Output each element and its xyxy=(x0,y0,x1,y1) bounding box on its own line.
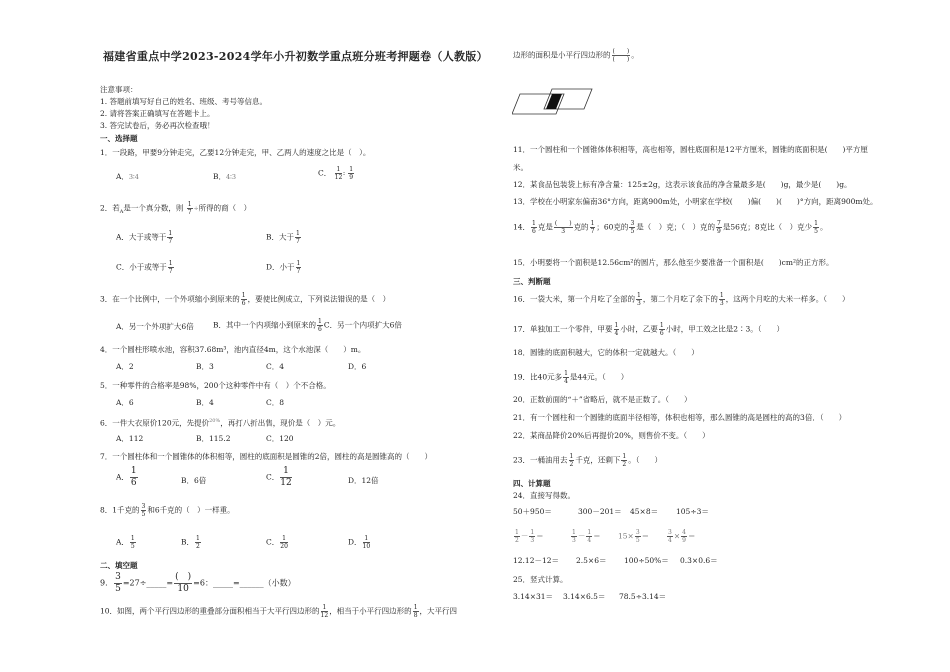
fraction: $\frac{1}{3}$ xyxy=(530,529,535,544)
fraction: $\frac{3}{5}$ xyxy=(630,220,635,235)
section-heading: 一、选择题 xyxy=(100,134,138,143)
option-d: D．6 xyxy=(348,362,367,371)
fraction: $\frac{1}{3}$ xyxy=(719,292,724,307)
overlap-region xyxy=(546,94,562,109)
option-b: B． $\frac{1}{2}$ xyxy=(181,535,200,550)
fraction: $\frac{3}{5}$ xyxy=(141,503,146,518)
notice-item: 2. 请将答案正确填写在答题卡上。 xyxy=(100,109,215,118)
option-b: B．大于 $\frac{1}{7}$ xyxy=(266,230,300,245)
option-a: A．112 xyxy=(116,434,144,443)
option-c: C． $\frac{1}{12}$ xyxy=(266,466,292,488)
question-19: 19．比40元多 $\frac{1}{4}$ 是44元。（ ） xyxy=(513,370,629,385)
fraction: $\frac{1}{9}$ xyxy=(349,166,354,181)
right-column xyxy=(500,0,950,672)
section-heading: 三、判断题 xyxy=(513,277,551,286)
option-d: D．12倍 xyxy=(348,476,379,485)
option-b: B．4 xyxy=(196,398,214,407)
question-13: 13．学校在小明家东偏南36°方向，距离900m处，小明家在学校( )偏( )( )°方向，距离900m处。 xyxy=(513,197,878,206)
question-14: 14． $\frac{1}{6}$ 克是 $\frac{( )}{3}$ 克的 $\frac{1}{7}$ ；60克的 $\frac{3}{5}$ 是（ ）克；（ ）克的 $\frac{7}{9}$ 是56克；8克比（ ）克少 $\frac{1}{5}$ 。 xyxy=(513,220,828,235)
fraction: $\frac{1}{6}$ xyxy=(130,466,137,488)
question-21: 21．有一个圆柱和一个圆锥的底面半径相等，体积也相等，那么圆锥的高是圆柱的高的3倍．（ ） xyxy=(513,413,847,422)
fraction: $\frac{( )}{10}$ xyxy=(175,572,192,594)
calc-item: $\frac{1}{2}$ － $\frac{1}{3}$ ＝ xyxy=(515,529,544,544)
fraction: $\frac{( )}{( )}$ xyxy=(612,48,630,63)
question-15: 15．小明要将一个面积是12.56cm²的圆片，那么他至少要准备一个面积是( )cm²的正方形。 xyxy=(513,258,834,267)
question-1: 1．一段路，甲要9分钟走完，乙要12分钟走完，甲、乙两人的速度之比是（ ）。 xyxy=(100,148,371,157)
calc-item: 45×8＝ xyxy=(630,507,659,516)
option-a: A．另一个外项扩大6倍 xyxy=(116,322,194,331)
fraction: $\frac{1}{2}$ xyxy=(622,453,627,468)
question-10-cont: 边形的面积是小平行四边形的 $\frac{( )}{( )}$ 。 xyxy=(513,48,639,63)
notice-heading: 注意事项： xyxy=(100,85,138,94)
fraction: $\frac{3}{4}$ xyxy=(668,529,672,544)
option-b: B．4∶3 xyxy=(213,172,236,181)
fraction: $\frac{1}{5}$ xyxy=(130,535,135,550)
option-c: C．小于或等于 $\frac{1}{7}$ xyxy=(116,260,173,275)
fraction: $\frac{1}{6}$ xyxy=(318,318,322,333)
fraction: $\frac{1}{7}$ xyxy=(296,260,301,275)
fraction: $\frac{1}{2}$ xyxy=(515,529,519,544)
fraction: $\frac{1}{12}$ xyxy=(280,466,292,488)
fraction: $\frac{1}{12}$ xyxy=(334,166,343,181)
option-c: C．8 xyxy=(266,398,285,407)
section-heading: 二、填空题 xyxy=(100,561,138,570)
parallelogram-figure xyxy=(512,88,594,118)
fraction: $\frac{1}{2}$ xyxy=(569,453,574,468)
option-c: C． $\frac{1}{20}$ xyxy=(266,535,288,550)
option-d: D．小于 $\frac{1}{7}$ xyxy=(266,260,301,275)
fraction: $\frac{7}{9}$ xyxy=(717,220,721,235)
question-17: 17．单独加工一个零件，甲要 $\frac{1}{4}$ 小时，乙要 $\frac{1}{6}$ 小时，甲工效之比是2∶3。（ ） xyxy=(513,322,784,337)
option-b: B．6倍 xyxy=(181,476,207,485)
question-6: 6．一件大衣原价120元，先提价$^{20\%}$，再打八折出售，现价是（ ）元。 xyxy=(100,418,341,428)
option-c: C． $\frac{1}{12}$ ∶ $\frac{1}{9}$ xyxy=(318,166,354,181)
calc-item: 12.12－12＝ xyxy=(513,556,560,565)
fraction: $\frac{1}{20}$ xyxy=(280,535,288,550)
question-2: 2．若$_A$是一个真分数，则 $\frac{1}{7}$ ÷所得的商（ ） xyxy=(100,201,252,216)
question-11-cont: 米。 xyxy=(513,163,528,172)
fraction: $\frac{3}{5}$ xyxy=(635,529,640,544)
exam-title: 福建省重点中学2023-2024学年小升初数学重点班分班考押题卷（人教版） xyxy=(103,50,488,63)
notice-item: 1. 答题前填写好自己的姓名、班级、考号等信息。 xyxy=(100,97,268,106)
fraction: $\frac{1}{7}$ xyxy=(168,230,173,245)
calc-item: $\frac{3}{4}$ × $\frac{4}{9}$ ＝ xyxy=(668,529,696,544)
fraction: $\frac{1}{2}$ xyxy=(196,535,200,550)
calc-item: 78.5÷3.14＝ xyxy=(619,592,667,601)
option-d: D． $\frac{1}{10}$ xyxy=(348,535,371,550)
question-24: 24．直接写得数。 xyxy=(513,491,576,500)
option-b: B．3 xyxy=(196,362,214,371)
question-22: 22．某商品降价20%后再提价20%，则售价不变。（ ） xyxy=(513,431,710,440)
fraction: $\frac{1}{4}$ xyxy=(587,529,592,544)
question-16: 16．一袋大米，第一个月吃了全部的 $\frac{1}{3}$ ，第二个月吃了余下的 $\frac{1}{3}$ ，这两个月吃的大米一样多。（ ） xyxy=(513,292,850,307)
option-c: C．120 xyxy=(266,434,294,443)
fraction: $\frac{1}{6}$ xyxy=(659,322,664,337)
calc-item: 3.14×6.5＝ xyxy=(563,592,606,601)
question-7: 7．一个圆柱体和一个圆锥体的体积相等，圆柱的底面积是圆锥的2倍，圆柱的高是圆锥高的（ ） xyxy=(100,452,433,461)
notice-item: 3. 答完试卷后，务必再次检查哦！ xyxy=(100,121,215,130)
option-c: C．4 xyxy=(266,362,285,371)
calc-item: 2.5×6＝ xyxy=(576,556,607,565)
fraction: $\frac{1}{4}$ xyxy=(564,370,568,385)
fraction: $\frac{1}{4}$ xyxy=(614,322,619,337)
calc-item: 105÷3＝ xyxy=(676,507,709,516)
fraction: $\frac{1}{7}$ xyxy=(296,230,300,245)
fraction: $\frac{1}{7}$ xyxy=(187,201,192,216)
fraction: $\frac{1}{3}$ xyxy=(637,292,641,307)
question-10: 10．如图，两个平行四边形的重叠部分面积相当于大平行四边形的 $\frac{1}{12}$ ，相当于小平行四边形的 $\frac{1}{8}$ ，大平行四 xyxy=(100,604,458,619)
fraction: $\frac{1}{12}$ xyxy=(320,604,329,619)
fraction: $\frac{4}{9}$ xyxy=(682,529,686,544)
option-a: A． $\frac{1}{5}$ xyxy=(116,535,135,550)
question-8: 8．1千克的 $\frac{3}{5}$ 和6千克的（ ）一样重。 xyxy=(100,503,235,518)
question-11: 11．一个圆柱和一个圆锥体体积相等，高也相等，圆柱底面积是12平方厘米，圆锥的底面积是( )平方厘 xyxy=(513,145,868,154)
fraction: $\frac{1}{6}$ xyxy=(532,220,536,235)
question-4: 4．一个圆柱形喷水池，容积37.68m³，池内直径4m，这个水池深（ ）m。 xyxy=(100,345,366,354)
fraction: $\frac{1}{3}$ xyxy=(572,529,576,544)
fraction: $\frac{1}{5}$ xyxy=(814,220,818,235)
question-5: 5．一种零件的合格率是98%，200个这种零件中有（ ）个不合格。 xyxy=(100,381,331,390)
option-a: A．3∶4 xyxy=(116,172,139,181)
fraction: $\frac{1}{8}$ xyxy=(413,604,418,619)
section-heading: 四、计算题 xyxy=(513,479,551,488)
fraction: $\frac{1}{6}$ xyxy=(241,292,246,307)
question-25: 25．竖式计算。 xyxy=(513,575,568,584)
calc-item: 3.14×31＝ xyxy=(513,592,554,601)
option-a: A． $\frac{1}{6}$ xyxy=(116,466,137,488)
calc-item: 100÷50%＝ xyxy=(624,556,669,565)
calc-item: 300－201＝ xyxy=(578,507,622,516)
option-a: A．大于或等于 $\frac{1}{7}$ xyxy=(116,230,173,245)
calc-item: 15× $\frac{3}{5}$ ＝ xyxy=(618,529,650,544)
calc-item: 0.3×0.6＝ xyxy=(680,556,718,565)
calc-item: 50＋950＝ xyxy=(513,507,552,516)
fraction: $\frac{1}{10}$ xyxy=(362,535,371,550)
option-b: B．其中一个内项缩小到原来的 $\frac{1}{6}$ C．另一个内项扩大6倍 xyxy=(213,318,402,333)
option-b: B．115.2 xyxy=(196,434,231,443)
question-3: 3．在一个比例中，一个外项缩小到原来的 $\frac{1}{6}$ ，要使比例成立，下列说法错误的是（ ） xyxy=(100,292,391,307)
question-20: 20．正数前面的“＋”省略后，就不是正数了。（ ） xyxy=(513,395,692,404)
calc-item: $\frac{1}{3}$ － $\frac{1}{4}$ ＝ xyxy=(572,529,601,544)
question-23: 23．一桶油用去 $\frac{1}{2}$ 千克，还剩下 $\frac{1}{2}$ 。（ ） xyxy=(513,453,662,468)
fraction: $\frac{1}{7}$ xyxy=(168,260,173,275)
fraction: $\frac{( )}{3}$ xyxy=(554,220,572,235)
option-a: A．2 xyxy=(116,362,134,371)
fraction: $\frac{1}{7}$ xyxy=(590,220,595,235)
question-18: 18．圆锥的底面积越大，它的体积一定就越大。（ ） xyxy=(513,348,699,357)
option-a: A．6 xyxy=(116,398,134,407)
question-12: 12．某食品包装袋上标有净含量：125±2g，这表示该食品的净含量最多是( )g，最少是( )g。 xyxy=(513,180,852,189)
question-9: 9． $\frac{3}{5}$ =27÷_____= $\frac{( )}{10}$ =6：_____=______（小数） xyxy=(100,572,296,594)
fraction: $\frac{3}{5}$ xyxy=(115,572,121,594)
